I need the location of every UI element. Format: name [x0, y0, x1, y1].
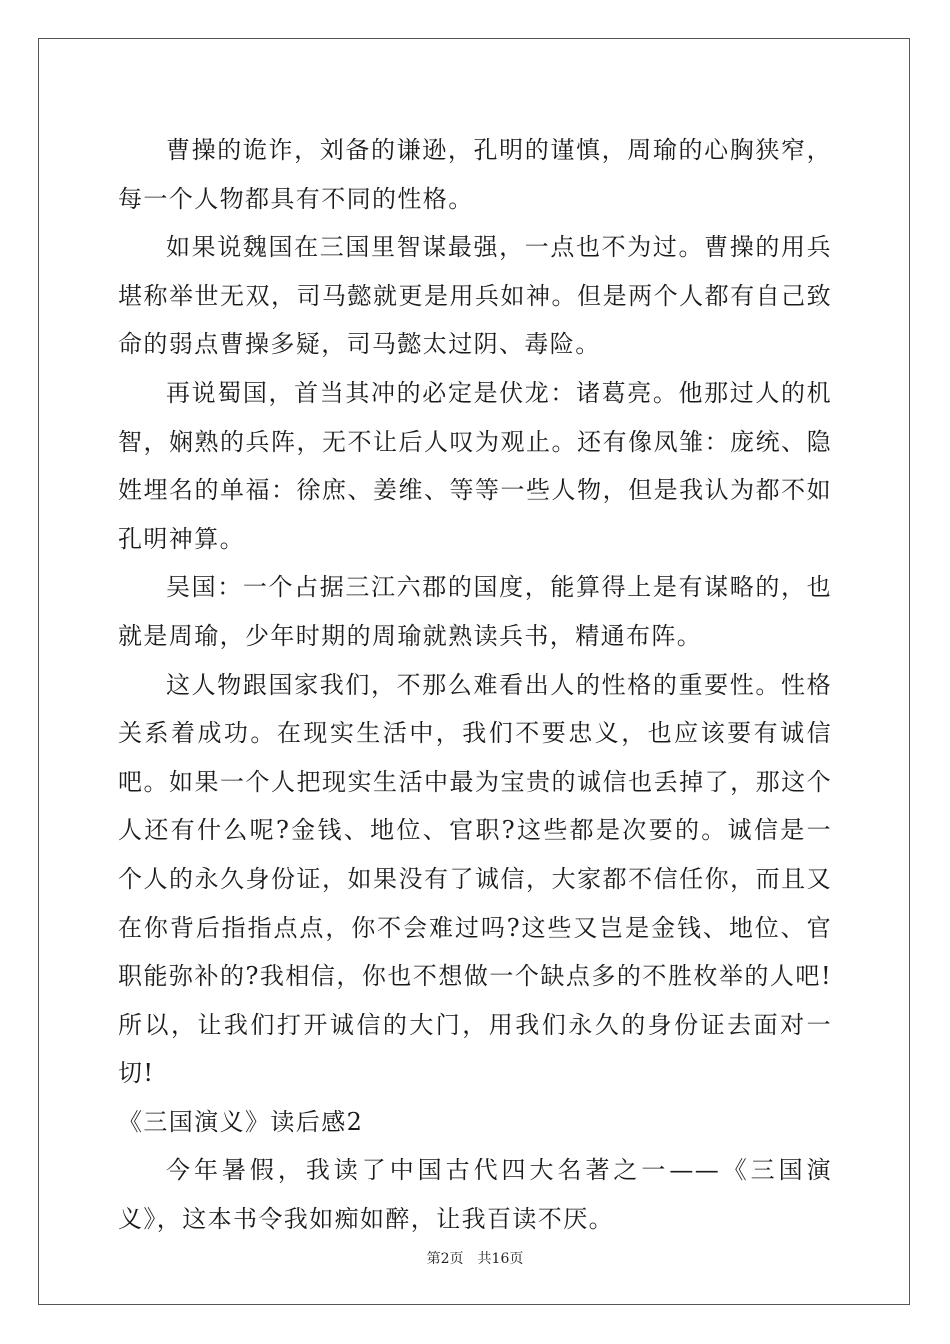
paragraph: 曹操的诡诈，刘备的谦逊，孔明的谨慎，周瑜的心胸狭窄，每一个人物都具有不同的性格。 [118, 136, 832, 213]
paragraph: 如果说魏国在三国里智谋最强，一点也不为过。曹操的用兵堪称举世无双，司马懿就更是用兵如神。但是两个人都有自己致命的弱点曹操多疑，司马懿太过阴、毒险。 [118, 233, 832, 359]
paragraph: 今年暑假，我读了中国古代四大名著之一——《三国演义》，这本书令我如痴如醉，让我百读不厌。 [118, 1156, 832, 1234]
document-body [118, 126, 832, 1244]
paragraph: 吴国：一个占据三江六郡的国度，能算得上是有谋略的，也就是周瑜，少年时期的周瑜就熟读兵书，精通布阵。 [118, 573, 832, 650]
total-pages: 共16页 [477, 1251, 524, 1267]
paragraph: 再说蜀国，首当其冲的必定是伏龙：诸葛亮。他那过人的机智，娴熟的兵阵，无不让后人叹为观止。还有像凤雏：庞统、隐姓埋名的单福：徐庶、姜维、等等一些人物，但是我认为都不如孔明神算。 [118, 378, 832, 553]
section-heading: 《三国演义》读后感2 [118, 1107, 364, 1136]
page-number: 第2页 [426, 1251, 464, 1267]
paragraph: 这人物跟国家我们，不那么难看出人的性格的重要性。性格关系着成功。在现实生活中，我们不要忠义，也应该要有诚信吧。如果一个人把现实生活中最为宝贵的诚信也丢掉了，那这个人还有什么呢?金钱、地位、官职?这些都是次要的。诚信是一个人的永久身份证，如果没有了诚信，大家都不信任你，而且又在你背后指指点点，你不会难过吗?这些又岂是金钱、地位、官职能弥补的?我相信，你也不想做一个缺点多的不胜枚举的人吧!所以，让我们打开诚信的大门，用我们永久的身份证去面对一切! [118, 670, 832, 1088]
page-footer [0, 1248, 950, 1268]
